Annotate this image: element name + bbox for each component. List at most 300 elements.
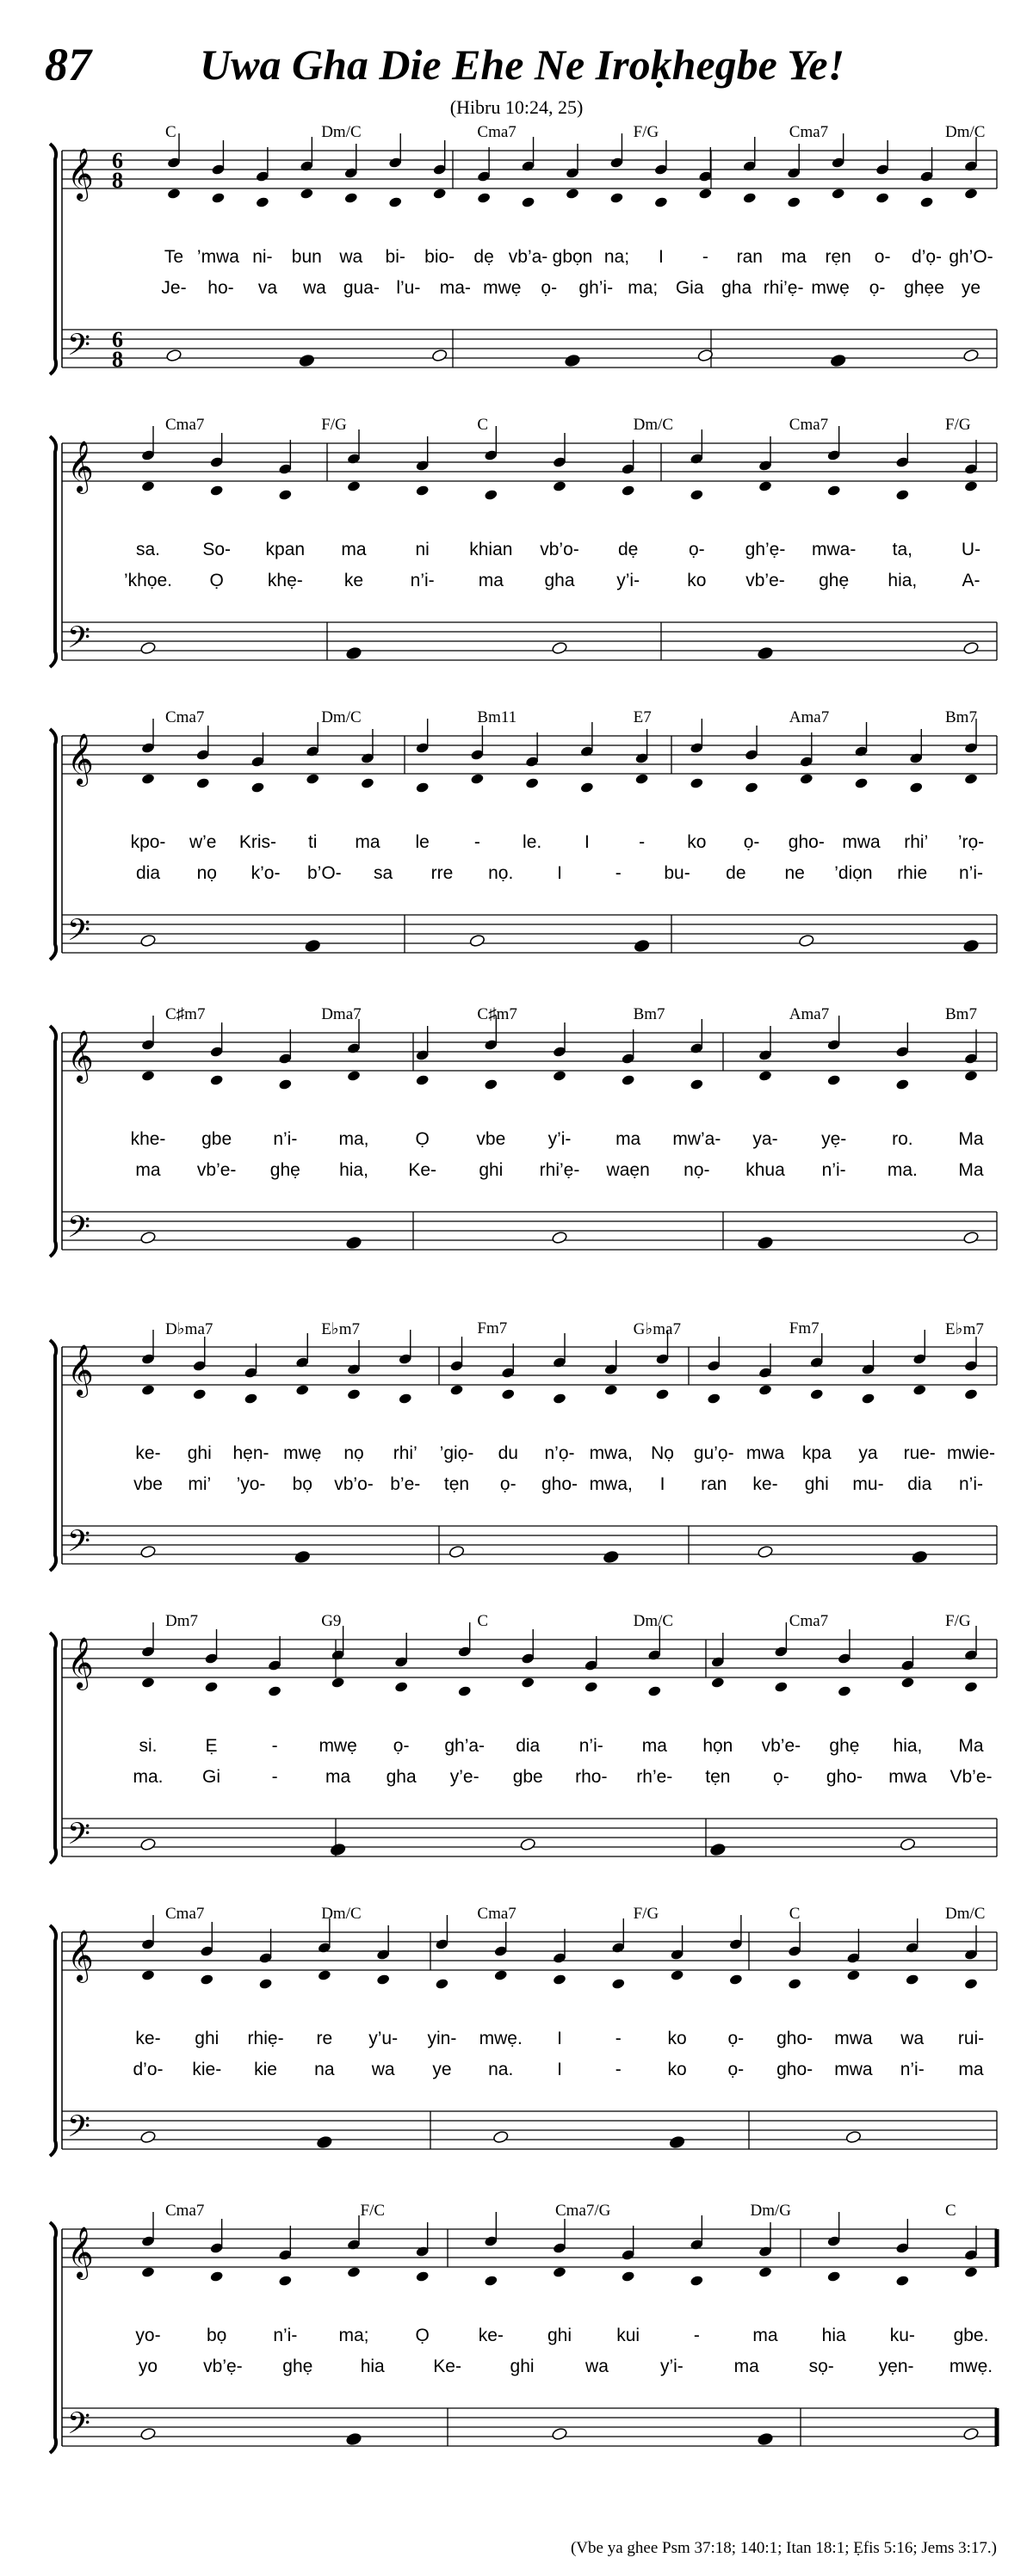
lyric-verse-1: Ma: [958, 1736, 984, 1756]
lyric-verse-1: hia: [821, 2326, 846, 2345]
lyric-verse-2: n’i-: [958, 1474, 984, 1494]
staff-notation: [0, 1330, 1033, 1614]
lyric-verse-2: Ma: [958, 1160, 984, 1180]
note-head: [964, 480, 979, 492]
lyric-verse-1: -: [473, 832, 480, 852]
lyric-verse-2: ke-: [752, 1474, 778, 1494]
bass-note-head: [830, 354, 846, 368]
system-bracket: [50, 729, 56, 960]
lyric-verse-2: dia: [135, 863, 161, 883]
note-head: [909, 781, 924, 794]
note-head: [347, 480, 362, 492]
bass-note-head: [758, 1236, 774, 1250]
system-bracket: [50, 144, 56, 374]
music-system-4: [0, 1005, 1033, 1300]
treble-clef: 𝄞: [67, 733, 94, 785]
chord-symbol: Dm7: [165, 1612, 198, 1630]
lyric-verse-2: wa: [585, 2357, 609, 2376]
note-head: [838, 1685, 852, 1697]
treble-staff: [62, 2229, 997, 2267]
lyric-verse-1: rue-: [903, 1443, 936, 1463]
chord-symbol: Bm7: [945, 1005, 977, 1023]
chord-symbol: Cma7: [165, 1905, 205, 1923]
system-bracket: [50, 1925, 56, 2156]
treble-staff: [62, 443, 997, 481]
chord-symbol: Cma7: [165, 416, 205, 434]
lyric-verse-1: khian: [469, 540, 513, 559]
bass-note-head: [900, 1838, 916, 1851]
lyric-verse-2: ọ-: [541, 278, 558, 298]
system-bracket: [50, 1633, 56, 1863]
lyric-verse-2: ye: [432, 2060, 452, 2079]
note-head: [800, 773, 814, 785]
chord-symbol: Cma7: [165, 708, 205, 726]
lyric-verse-1: mwa,: [589, 1443, 633, 1463]
lyric-verse-1: I: [658, 247, 664, 267]
lyric-verse-2: ọ-: [727, 2060, 745, 2079]
note-head: [477, 192, 492, 204]
lyric-verse-1: mwẹ: [283, 1443, 322, 1463]
bass-clef: 𝄢: [67, 2406, 91, 2448]
note-head: [484, 489, 498, 501]
note-head: [484, 2275, 498, 2287]
bass-note-head: [912, 1550, 928, 1564]
lyric-verse-2: nọ: [196, 863, 217, 883]
lyric-verse-1: ’mwa: [196, 247, 239, 267]
time-signature-top: 6: [112, 327, 123, 352]
bass-note-head: [845, 2130, 862, 2144]
lyric-verse-2: sa: [374, 863, 393, 883]
note-head: [895, 489, 910, 501]
note-head: [415, 1074, 430, 1086]
note-head: [306, 773, 320, 785]
lyric-verse-2: I: [659, 1474, 665, 1494]
lyric-verse-2: khua: [745, 1160, 785, 1180]
staff-notation: [0, 2212, 1033, 2496]
note-head: [278, 2275, 293, 2287]
chord-symbol: Cma7/G: [555, 2202, 611, 2220]
lyric-verse-2: rhi’ẹ-: [539, 1160, 580, 1180]
lyric-verse-1: U-: [961, 540, 981, 559]
lyric-verse-1: Nọ: [651, 1443, 674, 1463]
chord-symbol: Cma7: [165, 2202, 205, 2220]
lyric-verse-1: ni: [415, 540, 430, 559]
note-head: [278, 1078, 293, 1090]
bass-note-head: [140, 1545, 157, 1559]
lyric-verse-2: gha: [386, 1767, 417, 1787]
chord-symbol: F/G: [633, 123, 659, 141]
note-head: [655, 1388, 670, 1400]
lyric-verse-1: vb’a-: [508, 247, 548, 267]
lyric-verse-2: ghẹ: [269, 1160, 300, 1180]
lyric-verse-2: ma;: [628, 278, 659, 298]
note-head: [788, 1978, 802, 1990]
lyric-verse-1: Kris-: [238, 832, 277, 852]
lyric-verse-1: khe-: [130, 1129, 166, 1149]
note-head: [141, 1070, 156, 1082]
chord-symbol: G♭ma7: [633, 1320, 681, 1338]
lyric-verse-2: rh’e-: [636, 1767, 673, 1787]
lyric-verse-2: hia,: [888, 571, 918, 590]
note-head: [964, 1070, 979, 1082]
lyric-verse-2: mwẹ: [483, 278, 522, 298]
note-head: [343, 192, 358, 204]
lyric-verse-1: bun: [291, 247, 322, 267]
lyric-verse-2: ko: [667, 2060, 687, 2079]
bass-note-head: [305, 939, 321, 953]
bass-note-head: [140, 1231, 157, 1245]
note-head: [711, 1677, 726, 1689]
lyric-verse-2: ma: [958, 2060, 984, 2079]
lyric-verse-1: ta,: [892, 540, 913, 559]
treble-clef: 𝄞: [67, 2227, 94, 2278]
lyric-verse-2: ma: [733, 2357, 759, 2376]
bass-staff: [62, 1526, 997, 1564]
lyric-verse-2: mwẹ: [811, 278, 850, 298]
note-head: [758, 1384, 773, 1396]
lyric-verse-2: mwa,: [589, 1474, 633, 1494]
note-head: [209, 2270, 224, 2283]
treble-clef: 𝄞: [67, 148, 94, 200]
note-head: [347, 2266, 362, 2278]
lyric-verse-1: -: [639, 832, 646, 852]
note-head: [603, 1384, 618, 1396]
chord-symbol: Cma7: [789, 1612, 829, 1630]
time-signature-bottom: 8: [112, 347, 123, 372]
bass-note-head: [140, 2427, 157, 2441]
lyric-verse-2: vb’o-: [334, 1474, 374, 1494]
lyric-verse-2: ko: [687, 571, 707, 590]
lyric-verse-1: nọ: [343, 1443, 364, 1463]
lyric-verse-2: ma: [325, 1767, 351, 1787]
lyric-verse-2: rhie: [897, 863, 928, 883]
lyric-verse-2: ma-: [439, 278, 471, 298]
lyric-verse-2: gho-: [541, 1474, 578, 1494]
bass-staff: [62, 330, 997, 368]
lyric-verse-2: d’o-: [133, 2060, 164, 2079]
note-head: [300, 188, 314, 200]
bass-note-head: [603, 1550, 619, 1564]
note-head: [690, 2275, 704, 2287]
music-system-6: [0, 1612, 1033, 1906]
note-head: [553, 2266, 567, 2278]
lyric-verse-1: dẹ: [617, 540, 639, 559]
lyric-verse-1: ma: [341, 540, 367, 559]
treble-clef: 𝄞: [67, 1030, 94, 1082]
chord-symbol: Fm7: [789, 1319, 820, 1337]
lyric-verse-2: ma.: [133, 1767, 164, 1787]
note-head: [964, 1978, 979, 1990]
lyric-verse-1: gbe.: [953, 2326, 989, 2345]
note-head: [141, 773, 156, 785]
note-head: [861, 1393, 875, 1405]
note-head: [388, 196, 403, 208]
bass-note-head: [758, 1545, 774, 1559]
bass-clef: 𝄢: [67, 1523, 91, 1566]
note-head: [895, 1078, 910, 1090]
note-head: [611, 1978, 626, 1990]
chord-symbol: C: [477, 416, 489, 434]
bass-staff: [62, 1819, 997, 1856]
lyric-verse-1: ọ-: [727, 2029, 745, 2048]
note-head: [415, 485, 430, 497]
note-head: [553, 1070, 567, 1082]
lyric-verse-1: si.: [139, 1736, 158, 1756]
bass-note-head: [166, 349, 182, 362]
note-head: [964, 1681, 979, 1693]
note-head: [258, 1978, 273, 1990]
lyric-verse-2: mwa: [834, 2060, 873, 2079]
lyric-verse-1: ma: [355, 832, 380, 852]
treble-clef: 𝄞: [67, 441, 94, 492]
note-head: [580, 781, 595, 794]
lyric-verse-1: -: [615, 2029, 622, 2048]
lyric-verse-2: Ke-: [408, 1160, 436, 1180]
note-head: [707, 1393, 721, 1405]
note-head: [209, 485, 224, 497]
lyric-verse-1: vb’o-: [540, 540, 579, 559]
bass-note-head: [963, 641, 980, 655]
lyric-verse-2: n’i-: [410, 571, 435, 590]
staff-notation: [0, 1622, 1033, 1906]
lyric-verse-2: ghi: [510, 2357, 535, 2376]
note-head: [318, 1969, 332, 1981]
note-head: [758, 480, 773, 492]
lyric-verse-1: ma;: [338, 2326, 369, 2345]
chord-symbol: Dm/G: [750, 2202, 791, 2220]
note-head: [621, 2270, 635, 2283]
lyric-verse-1: ran: [736, 247, 763, 267]
bass-note-head: [316, 2135, 332, 2149]
note-head: [895, 2275, 910, 2287]
lyric-verse-2: I: [557, 2060, 562, 2079]
lyric-verse-1: gu’ọ-: [693, 1443, 734, 1463]
note-head: [449, 1384, 464, 1396]
note-head: [566, 188, 580, 200]
note-head: [295, 1384, 310, 1396]
bass-staff: [62, 2408, 997, 2446]
note-head: [251, 781, 265, 794]
lyric-verse-1: bi-: [385, 247, 405, 267]
bass-note-head: [520, 1838, 536, 1851]
lyric-verse-1: gh’ẹ-: [745, 540, 786, 559]
lyric-verse-2: -: [615, 863, 622, 883]
bass-note-head: [758, 646, 774, 660]
lyric-verse-1: ghi: [547, 2326, 572, 2345]
lyric-verse-1: d’ọ-: [912, 247, 943, 267]
lyric-verse-1: wa: [339, 247, 363, 267]
lyric-verse-2: mwẹ.: [949, 2357, 993, 2376]
lyric-verse-2: ghẹ: [282, 2357, 313, 2376]
note-head: [690, 777, 704, 789]
bass-note-head: [552, 1231, 568, 1245]
lyric-verse-1: du: [498, 1443, 518, 1463]
lyric-verse-2: bu-: [664, 863, 690, 883]
chord-symbol: C: [477, 1612, 489, 1630]
note-head: [141, 1384, 156, 1396]
lyric-verse-1: kui: [616, 2326, 640, 2345]
note-head: [141, 1969, 156, 1981]
chord-symbol: Dm/C: [321, 708, 362, 726]
note-head: [244, 1393, 258, 1405]
bass-note-head: [346, 2432, 362, 2446]
lyric-verse-2: ran: [701, 1474, 727, 1494]
music-system-5: [0, 1319, 1033, 1614]
bass-note-head: [963, 2427, 980, 2441]
lyric-verse-2: b’O-: [307, 863, 342, 883]
note-head: [141, 480, 156, 492]
lyric-verse-2: na: [314, 2060, 335, 2079]
chord-symbol: C♯m7: [165, 1005, 206, 1023]
bass-note-head: [346, 646, 362, 660]
note-head: [758, 2266, 773, 2278]
lyric-verse-1: gho-: [776, 2029, 813, 2048]
note-head: [826, 485, 841, 497]
lyric-verse-1: ma: [781, 247, 807, 267]
lyric-verse-1: I: [557, 2029, 562, 2048]
lyric-verse-2: vb’e-: [196, 1160, 237, 1180]
note-head: [690, 489, 704, 501]
note-head: [256, 196, 270, 208]
bass-note-head: [431, 349, 448, 362]
note-head: [670, 1969, 684, 1981]
note-head: [826, 1074, 841, 1086]
note-head: [484, 1078, 498, 1090]
chord-symbol: D♭ma7: [165, 1320, 213, 1338]
chord-symbol: F/C: [360, 2202, 386, 2220]
note-head: [347, 1070, 362, 1082]
note-head: [415, 2270, 430, 2283]
lyric-verse-1: rẹn: [825, 247, 851, 267]
lyric-verse-1: yin-: [427, 2029, 457, 2048]
lyric-verse-1: y’u-: [368, 2029, 399, 2048]
lyric-verse-2: ọ-: [869, 278, 886, 298]
note-head: [900, 1677, 915, 1689]
lyric-verse-2: kie-: [192, 2060, 222, 2079]
lyric-verse-1: dia: [516, 1736, 541, 1756]
lyric-verse-2: y’e-: [449, 1767, 479, 1787]
note-head: [621, 1074, 635, 1086]
bass-note-head: [552, 2427, 568, 2441]
note-head: [211, 192, 226, 204]
chord-symbol: Dm/C: [321, 123, 362, 141]
chord-symbol: Dma7: [321, 1005, 362, 1023]
lyric-verse-1: wa: [900, 2029, 925, 2048]
lyric-verse-1: w’e: [189, 832, 217, 852]
lyric-verse-2: Je-: [161, 278, 187, 298]
lyric-verse-2: bọ: [292, 1474, 312, 1494]
lyric-verse-1: rhi’: [393, 1443, 418, 1463]
lyric-verse-2: Ke-: [433, 2357, 461, 2376]
chord-symbol: Cma7: [789, 123, 829, 141]
lyric-verse-2: tẹn: [443, 1474, 470, 1494]
system-bracket: [50, 1026, 56, 1257]
bass-clef: 𝄢: [67, 327, 91, 369]
music-system-3: [0, 708, 1033, 1003]
lyric-verse-2: gha: [544, 571, 575, 590]
bass-note-head: [346, 1236, 362, 1250]
note-head: [826, 2270, 841, 2283]
lyric-verse-1: ghi: [195, 2029, 220, 2048]
lyric-verse-2: vb’e-: [745, 571, 785, 590]
lyric-verse-2: ye: [961, 278, 981, 298]
lyric-verse-2: wa: [371, 2060, 395, 2079]
bass-note-head: [140, 934, 157, 948]
staff-notation: [0, 426, 1033, 710]
lyric-verse-1: So-: [202, 540, 231, 559]
note-head: [493, 1969, 508, 1981]
system-bracket: [50, 436, 56, 667]
bass-staff: [62, 622, 997, 660]
bass-note-head: [634, 939, 650, 953]
lyric-verse-2: -: [271, 1767, 278, 1787]
lyric-verse-1: ma: [615, 1129, 641, 1149]
lyric-verse-2: vb’ẹ-: [203, 2357, 243, 2376]
bass-note-head: [709, 1843, 726, 1856]
chord-symbol: G9: [321, 1612, 342, 1630]
chord-symbol: E♭m7: [321, 1320, 361, 1338]
lyric-verse-2: ho-: [207, 278, 234, 298]
lyric-verse-1: ko: [667, 2029, 687, 2048]
bass-note-head: [330, 1843, 346, 1856]
bass-note-head: [565, 354, 581, 368]
note-head: [742, 192, 757, 204]
staff-notation: [0, 133, 1033, 417]
bass-clef: 𝄢: [67, 620, 91, 662]
note-head: [470, 773, 485, 785]
bass-note-head: [140, 1838, 157, 1851]
lyric-verse-1: vb’e-: [761, 1736, 801, 1756]
bass-note-head: [963, 939, 980, 953]
lyric-verse-1: ku-: [889, 2326, 915, 2345]
note-head: [964, 2266, 979, 2278]
note-head: [553, 1393, 567, 1405]
note-head: [553, 1974, 567, 1986]
note-head: [964, 773, 979, 785]
lyric-verse-2: ’khọe.: [123, 571, 173, 590]
lyric-verse-2: yo: [138, 2357, 158, 2376]
lyric-verse-1: mwa-: [811, 540, 857, 559]
lyric-verse-2: kie: [254, 2060, 277, 2079]
lyric-verse-2: ghẹe: [904, 278, 944, 298]
lyric-verse-2: ma.: [887, 1160, 918, 1180]
chord-symbol: F/G: [321, 416, 347, 434]
lyric-verse-2: gbe: [512, 1767, 543, 1787]
lyric-verse-1: mwa: [834, 2029, 873, 2048]
note-head: [167, 188, 182, 200]
lyric-verse-1: -: [271, 1736, 278, 1756]
note-head: [698, 188, 713, 200]
lyric-verse-1: gho-: [788, 832, 825, 852]
chord-symbol: Bm11: [477, 708, 517, 726]
note-head: [905, 1974, 919, 1986]
chord-symbol: Ama7: [789, 708, 830, 726]
note-head: [204, 1681, 219, 1693]
bass-note-head: [552, 641, 568, 655]
chord-symbol: C♯m7: [477, 1005, 517, 1023]
bass-note-head: [798, 934, 814, 948]
note-head: [774, 1681, 789, 1693]
lyric-verse-2: b’e-: [390, 1474, 421, 1494]
note-head: [809, 1388, 824, 1400]
note-head: [729, 1974, 744, 1986]
lyric-verse-2: Vb’e-: [949, 1767, 993, 1787]
lyric-verse-2: khẹ-: [267, 571, 303, 590]
lyric-verse-1: hia,: [893, 1736, 923, 1756]
lyric-verse-1: vbe: [476, 1129, 506, 1149]
chord-symbol: Dm/C: [945, 123, 986, 141]
note-head: [347, 1388, 362, 1400]
